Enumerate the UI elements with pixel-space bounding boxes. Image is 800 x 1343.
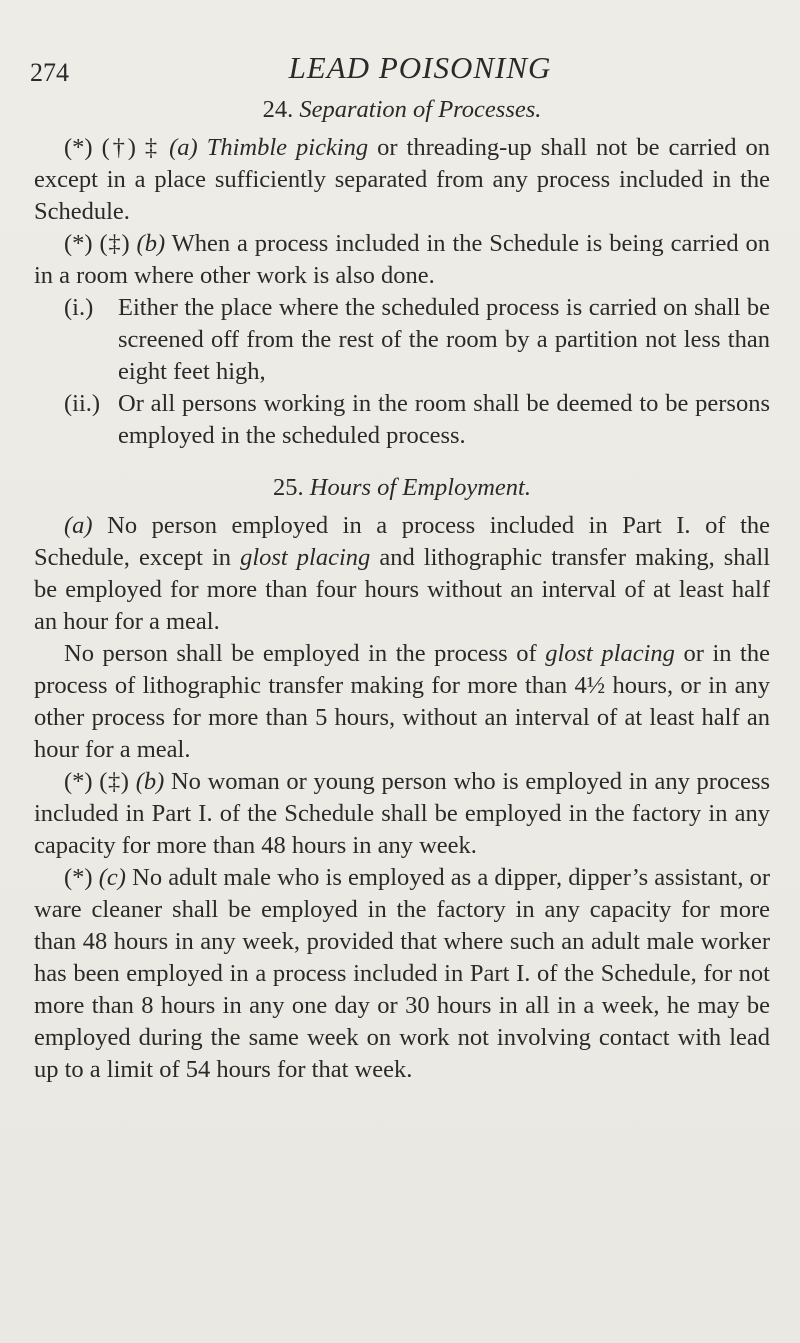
clause-text: Or all persons working in the room shall be deemed to be persons employed in the scheduled process. <box>118 390 770 449</box>
para-label: (a) <box>169 134 198 161</box>
para-term: glost placing <box>545 640 675 667</box>
section-25-para-a <box>34 510 770 638</box>
page-number: 274 <box>30 58 69 87</box>
para-term: Thimble picking <box>206 134 369 161</box>
para-text: No woman or young person who is employed in any process included in Part I. of the Schedule shall be employed in the factory in any capacity for more than 48 hours in any week. <box>34 768 771 859</box>
para-text: When a process included in the Schedule is being carried on in a room where other work is also done. <box>34 230 771 289</box>
section-25-title: Hours of Employment. <box>309 474 531 501</box>
para-marks: (*) (‡) <box>64 768 129 795</box>
para-label: (b) <box>136 230 166 257</box>
para-text: No adult male who is employed as a dipper, dipper’s assistant, or ware cleaner shall be employed in the factory in any capacity for more than 48 hours in any week, provided that where such an adult male worker has been employed in a process included in Part I. of the Schedule, for not more than 8 hours in any one day or 30 hours in all in a week, he may be employed during the same week on work not involving contact with lead up to a limit of 54 hours for that week. <box>34 864 771 1083</box>
section-25-heading <box>34 472 770 504</box>
section-25-para-c <box>34 862 770 1086</box>
para-marks: (*) (†) ‡ <box>64 134 161 161</box>
section-24-heading <box>34 94 770 126</box>
section-24-para-b <box>34 228 770 292</box>
para-text: or in the process of lithographic transfer making for more than 4½ hours, or in any other process for more than 5 hours, without an interval of at least half an hour for a meal. <box>34 640 770 763</box>
para-text: No person shall be employed in the process of <box>64 640 537 667</box>
page-body <box>34 92 770 1086</box>
running-title: LEAD POISONING <box>288 50 552 85</box>
para-text: No person employed in a process included in Part I. of the Schedule, except in <box>34 512 771 571</box>
para-label: (c) <box>98 864 126 891</box>
clause-ii <box>34 388 770 452</box>
para-term: glost placing <box>240 544 371 571</box>
section-25-para-a-2 <box>34 638 770 766</box>
section-25-number: 25. <box>273 474 304 501</box>
page-header <box>30 50 770 90</box>
section-25-para-b <box>34 766 770 862</box>
clause-number: (i.) <box>64 294 94 321</box>
clause-text: Either the place where the scheduled process is carried on shall be screened off from the rest of the room by a partition not less than eight feet high, <box>118 294 770 385</box>
section-24-para-a <box>34 132 770 228</box>
para-marks: (*) (‡) <box>64 230 130 257</box>
para-marks: (*) <box>64 864 93 891</box>
para-label: (a) <box>64 512 93 539</box>
para-label: (b) <box>135 768 165 795</box>
section-24-title: Separation of Processes. <box>299 96 542 123</box>
section-24-number: 24. <box>262 96 294 123</box>
para-text: and lithographic transfer making, shall be employed for more than four hours without an interval of at least half an hour for a meal. <box>34 544 771 635</box>
para-text: or threading-up shall not be carried on except in a place sufficiently separated from any process included in the Schedule. <box>34 134 771 225</box>
clause-number: (ii.) <box>64 390 101 417</box>
clause-i <box>34 292 770 388</box>
